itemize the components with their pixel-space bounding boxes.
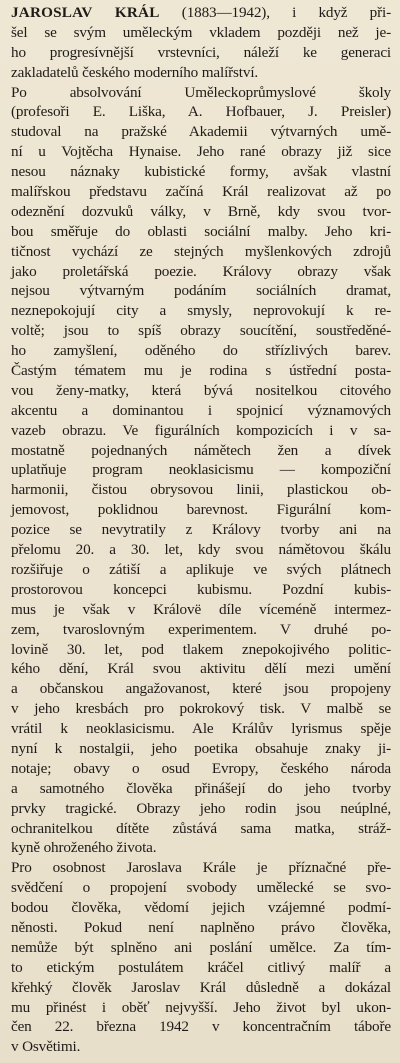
text-line: nejsou výtvarným podáním sociálních dramat, [11,282,391,300]
text-line: to etickým postulátem kráčel citlivý malíř a [11,958,391,976]
text-line: Po absolvování Uměleckoprůmyslové školy [11,83,391,101]
text-line: mu přinést i oběť nejvyšší. Jeho život byl ukon- [11,998,391,1016]
text-line: prvky tragické. Obrazy jeho rodin jsou neúplné, [11,799,391,817]
author-name: JAROSLAV KRÁL [11,4,160,21]
text-line: nyní k nostalgii, jeho poetika obsahuje znaky ji- [11,739,391,757]
text-line: ní u Vojtěcha Hynaise. Jeho rané obrazy již sice [11,143,391,161]
text-line: neznepokojují city a smysly, neprovokují k re- [11,302,391,320]
text-line: Častým tématem mu je rodina s ústřední posta- [11,362,391,380]
text-line: přelomu 20. a 30. let, kdy svou námětovou škálu [11,541,391,559]
text-line: šel se svým uměleckým vkladem později než je- [11,23,391,41]
text-line: kého dění, Král svou aktivitu dělí mezi umění [11,660,391,678]
text-line: lovině 30. let, pod tlakem znepokojivého politic- [11,640,391,658]
text-line: jemovost, poklidnou barevnost. Figurální kom- [11,501,391,519]
text-line: vrátil k neoklasicismu. Ale Králův lyrismus spěje [11,720,391,738]
text-line-segment: (1883—1942), i když při- [159,4,391,21]
text-line: nesou náznaky kubistické formy, avšak vlastní [11,163,391,181]
text-line: malířskou představu začíná Král realizovat až po [11,183,391,201]
text-line [11,3,391,23]
text-line: voltě; jsou to spíš obrazy soucítění, soustředěné- [11,322,391,340]
text-line: čen 22. března 1942 v koncentračním táboře [11,1018,391,1036]
text-line: ho progresívnější vrstevníci, náleží ke generaci [11,43,391,61]
paragraph-intro [11,3,391,83]
text-line: něnosti. Pokud není naplněno právo člověka, [11,918,391,936]
text-line: notaje; obavy o osud Evropy, českého národa [11,759,391,777]
text-line: bodou člověka, vědomí jejich vzájemné podmí- [11,899,391,917]
text-line: Pro osobnost Jaroslava Krále je příznačné pře- [11,859,391,877]
text-line: mus je však v Královë díle víceméně intermez- [11,600,391,618]
text-line: harmonii, čistou obrysovou linii, plastickou ob- [11,481,391,499]
text-line: vazeb obrazu. Ve figurálních kompozicích i v sa- [11,421,391,439]
text-line: tičnost vychází ze stejných myšlenkových zdrojů [11,242,391,260]
text-line: a občanskou angažovanost, které jsou propojeny [11,680,391,698]
text-line: kyně ohroženého života. [11,839,157,857]
text-line: křehký člověk Jaroslav Král důsledně a dokázal [11,978,391,996]
text-line: ochranitelkou dítěte zůstává sama matka, stráž- [11,819,391,837]
text-line: prostorovou koncepci kubismu. Pozdní kubis- [11,580,391,598]
text-line: v Osvětimi. [11,1038,81,1056]
text-line: rozšiřuje o zátiší a aplikuje ve svých plátnech [11,560,391,578]
text-line: jako proletářská poezie. Královy obrazy však [11,262,391,280]
text-line: svědčení o propojení svobody umělecké se svo- [11,879,391,897]
text-line: uplatňuje program neoklasicismu — kompoziční [11,461,391,479]
text-line: bou směřuje do oblasti sociální malby. Jeho kri- [11,222,391,240]
text-line: pozice se nevytratily z Královy tvorby ani na [11,521,391,539]
text-line: a samotného člověka přinášejí do jeho tvorby [11,779,391,797]
text-line: akcentu a dominantou i spojnicí významových [11,401,391,419]
text-line: nemůže být splněno ani poslání umělce. Za tím- [11,938,391,956]
paragraph-conclusion [11,858,391,1057]
text-line: zakladatelů českého moderního malířství. [11,63,259,81]
text-line: studoval na pražské Akademii výtvarných umě- [11,123,391,141]
text-line: (profesoři E. Liška, A. Hofbauer, J. Preisler) [11,103,391,121]
text-line: mostatně pojednaných námětech žen a dívek [11,441,391,459]
text-line: odeznění dozvuků války, v Brně, kdy svou tvor- [11,202,391,220]
paragraph-biography [11,83,391,859]
text-line: zem, tvaroslovným experimentem. V druhé po- [11,620,391,638]
text-line: v jeho kresbách pro pokrokový tisk. V malbě se [11,700,391,718]
text-line: ho zamyšlení, oděného do střízlivých barev. [11,342,391,360]
text-line: vou ženy-matky, která bývá nositelkou citového [11,381,391,399]
